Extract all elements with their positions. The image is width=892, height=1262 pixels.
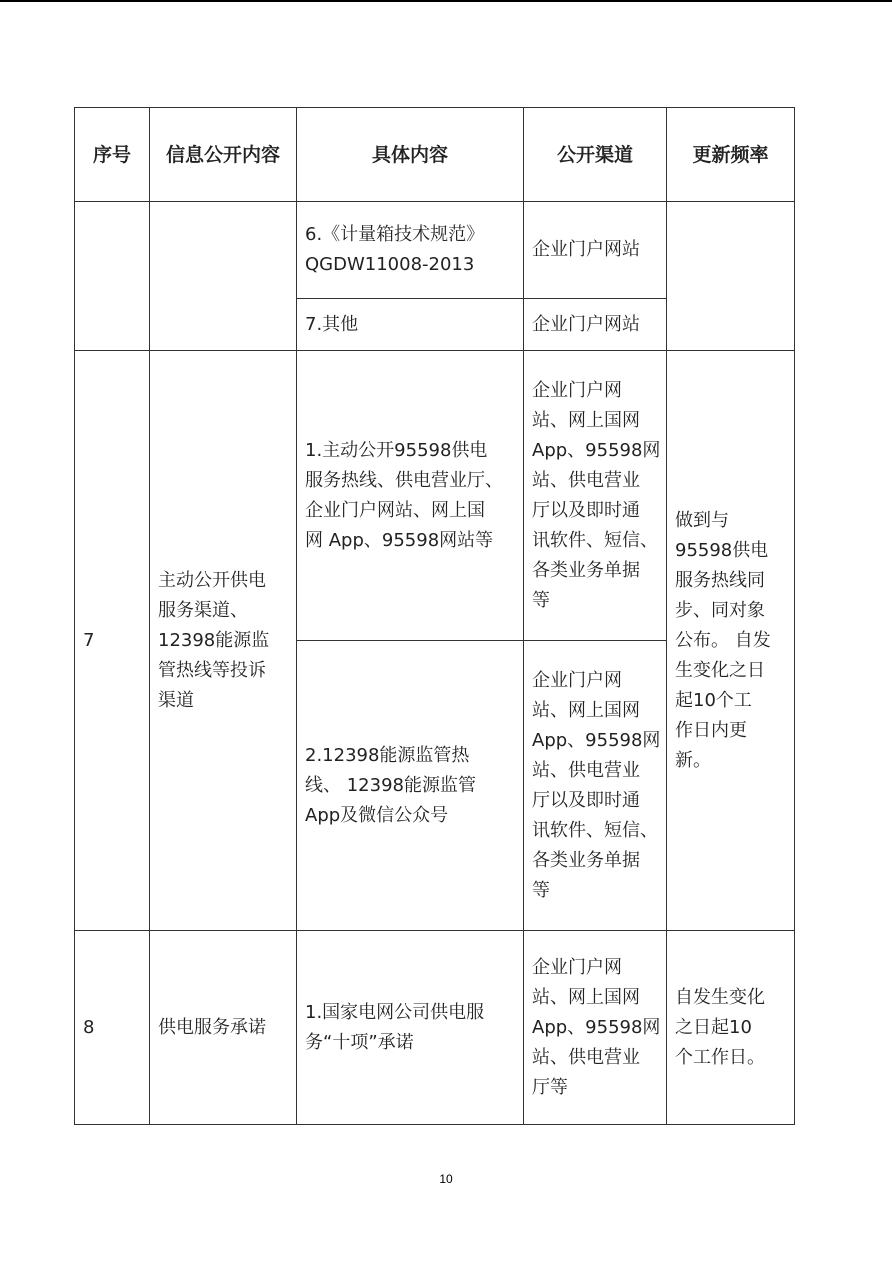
header-number: 序号 bbox=[75, 108, 150, 202]
item7-detail-cell: 7.其他 bbox=[297, 299, 524, 351]
top-border-line bbox=[0, 0, 892, 2]
cont-content-cell bbox=[150, 202, 297, 351]
header-frequency: 更新频率 bbox=[667, 108, 795, 202]
row7-detail1-cell: 1.主动公开95598供电 服务热线、供电营业厅、 企业门户网站、网上国 网 App、95598网站等 bbox=[297, 351, 524, 641]
page-number: 10 bbox=[439, 1172, 453, 1186]
header-channel: 公开渠道 bbox=[524, 108, 667, 202]
disclosure-table bbox=[74, 107, 795, 1125]
row8-frequency-cell: 自发生变化 之日起10 个工作日。 bbox=[667, 931, 795, 1125]
header-row bbox=[75, 108, 795, 202]
header-specific-content: 具体内容 bbox=[297, 108, 524, 202]
header-info-content: 信息公开内容 bbox=[150, 108, 297, 202]
row7-frequency-cell: 做到与 95598供电 服务热线同 步、同对象 公布。 自发 生变化之日 起10个工 作日内更 新。 bbox=[667, 351, 795, 931]
row8-content-cell: 供电服务承诺 bbox=[150, 931, 297, 1125]
row8-channel-cell: 企业门户网 站、网上国网 App、95598网 站、供电营业 厅等 bbox=[524, 931, 667, 1125]
cont-number-cell bbox=[75, 202, 150, 351]
table-row bbox=[75, 202, 795, 299]
row7-number: 7 bbox=[75, 351, 150, 931]
item7-channel-cell: 企业门户网站 bbox=[524, 299, 667, 351]
row8-detail-cell: 1.国家电网公司供电服 务“十项”承诺 bbox=[297, 931, 524, 1125]
cont-frequency-cell bbox=[667, 202, 795, 351]
row8-number: 8 bbox=[75, 931, 150, 1125]
table-row bbox=[75, 931, 795, 1125]
row7-detail2-cell: 2.12398能源监管热 线、 12398能源监管 App及微信公众号 bbox=[297, 641, 524, 931]
table-row bbox=[75, 351, 795, 641]
item6-detail-cell: 6.《计量箱技术规范》 QGDW11008-2013 bbox=[297, 202, 524, 299]
item6-channel-cell: 企业门户网站 bbox=[524, 202, 667, 299]
row7-content-cell: 主动公开供电 服务渠道、 12398能源监 管热线等投诉 渠道 bbox=[150, 351, 297, 931]
row7-channel2-cell: 企业门户网 站、网上国网 App、95598网 站、供电营业 厅以及即时通 讯软件、短信、 各类业务单据 等 bbox=[524, 641, 667, 931]
row7-channel1-cell: 企业门户网 站、网上国网 App、95598网 站、供电营业 厅以及即时通 讯软件、短信、 各类业务单据 等 bbox=[524, 351, 667, 641]
